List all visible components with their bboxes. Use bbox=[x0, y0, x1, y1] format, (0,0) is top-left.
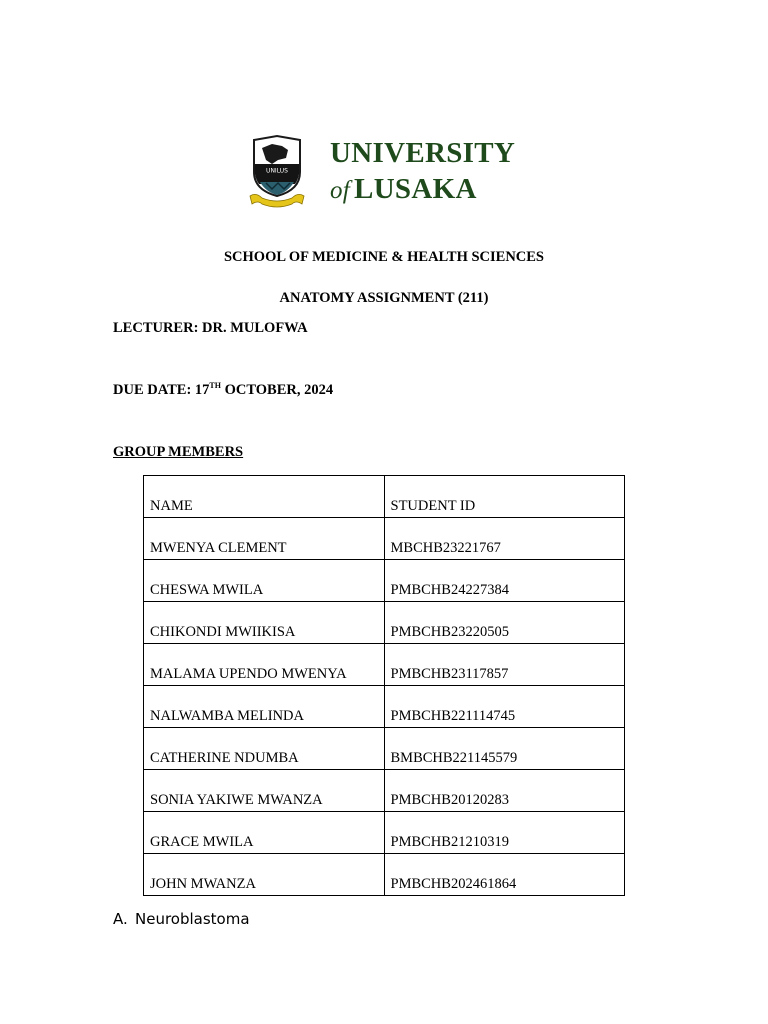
member-name: MWENYA CLEMENT bbox=[144, 518, 385, 560]
member-student-id: PMBCHB20120283 bbox=[384, 770, 625, 812]
member-name: GRACE MWILA bbox=[144, 812, 385, 854]
table-row bbox=[144, 686, 625, 728]
wordmark-line-lusaka bbox=[330, 172, 477, 208]
member-name: CATHERINE NDUMBA bbox=[144, 728, 385, 770]
table-row bbox=[144, 728, 625, 770]
member-student-id: PMBCHB23117857 bbox=[384, 644, 625, 686]
due-date-line bbox=[113, 382, 333, 399]
due-date-prefix: DUE DATE: 17 bbox=[113, 382, 210, 398]
table-row bbox=[144, 518, 625, 560]
table-row bbox=[144, 770, 625, 812]
group-members-heading: GROUP MEMBERS bbox=[113, 444, 244, 460]
member-student-id: PMBCHB24227384 bbox=[384, 560, 625, 602]
header-name: NAME bbox=[144, 476, 385, 518]
member-name: SONIA YAKIWE MWANZA bbox=[144, 770, 385, 812]
assignment-title: ANATOMY ASSIGNMENT (211) bbox=[279, 290, 489, 306]
table-row bbox=[144, 644, 625, 686]
due-date-superscript: TH bbox=[209, 381, 221, 390]
table-header-row bbox=[144, 476, 625, 518]
table-row bbox=[144, 602, 625, 644]
wordmark-of: of bbox=[330, 177, 351, 204]
lecturer-line: LECTURER: DR. MULOFWA bbox=[113, 320, 308, 336]
member-student-id: BMBCHB221145579 bbox=[384, 728, 625, 770]
due-date-suffix: OCTOBER, 2024 bbox=[220, 382, 334, 398]
table-row bbox=[144, 812, 625, 854]
table-row bbox=[144, 854, 625, 896]
member-name: NALWAMBA MELINDA bbox=[144, 686, 385, 728]
member-student-id: PMBCHB21210319 bbox=[384, 812, 625, 854]
member-name: CHIKONDI MWIIKISA bbox=[144, 602, 385, 644]
table-row bbox=[144, 560, 625, 602]
wordmark-line-university: UNIVERSITY bbox=[330, 137, 516, 169]
university-logo bbox=[248, 134, 538, 210]
member-name: JOHN MWANZA bbox=[144, 854, 385, 896]
group-members-table bbox=[143, 475, 625, 896]
member-name: CHESWA MWILA bbox=[144, 560, 385, 602]
member-student-id: PMBCHB23220505 bbox=[384, 602, 625, 644]
crest-label bbox=[262, 165, 292, 175]
school-title: SCHOOL OF MEDICINE & HEALTH SCIENCES bbox=[223, 249, 544, 265]
section-a-marker: A. bbox=[113, 910, 128, 928]
member-student-id: PMBCHB202461864 bbox=[384, 854, 625, 896]
wordmark-lusaka: LUSAKA bbox=[354, 173, 477, 205]
member-student-id: MBCHB23221767 bbox=[384, 518, 625, 560]
member-name: MALAMA UPENDO MWENYA bbox=[144, 644, 385, 686]
member-student-id: PMBCHB221114745 bbox=[384, 686, 625, 728]
section-a-title: Neuroblastoma bbox=[135, 910, 250, 928]
section-a-heading bbox=[113, 910, 250, 928]
header-student-id: STUDENT ID bbox=[384, 476, 625, 518]
svg-text:UNILUS: UNILUS bbox=[266, 167, 288, 175]
